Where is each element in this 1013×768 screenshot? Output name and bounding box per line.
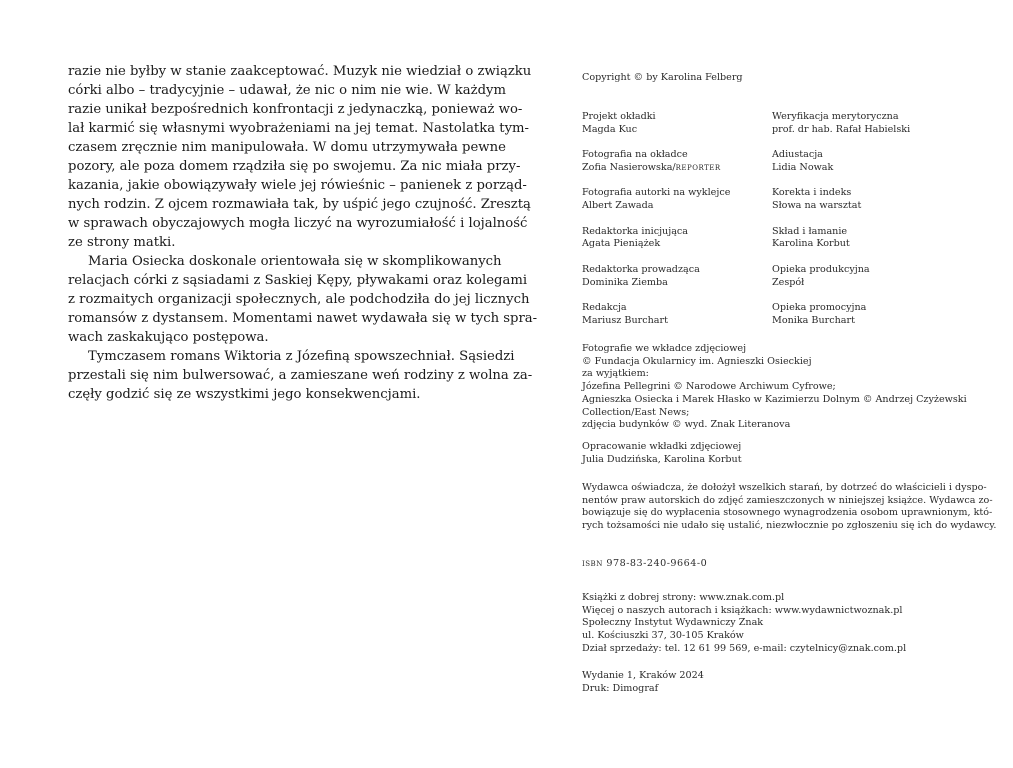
contact-line: Społeczny Instytut Wydawniczy Znak [582, 617, 764, 629]
body-text-line: razie nie byłby w stanie zaakceptować. Muzyk nie wiedział o związku [68, 64, 532, 79]
credit-name [582, 124, 656, 137]
body-text-line: ze strony matki. [68, 235, 176, 250]
credit-name-text: Mariusz Burchart [582, 314, 668, 326]
credit-name [772, 315, 866, 328]
credit-name [582, 200, 730, 213]
credit-role: Adiustacja [772, 149, 823, 161]
notice-line: Wydawca oświadcza, że dołożył wszelkich starań, by dotrzeć do właścicieli i dyspo- [582, 482, 987, 493]
body-text-line: przestali się nim bulwersować, a zamieszane weń rodziny z wolna za- [68, 368, 533, 383]
credit-role: Redaktorka inicjująca [582, 225, 689, 237]
contact-line: Dział sprzedaży: tel. 12 61 99 569, e-mail: czytelnicy@znak.com.pl [582, 642, 907, 654]
body-text-line: razie unikał bezpośrednich konfrontacji z jedynaczką, ponieważ wo- [68, 102, 523, 117]
credit-role: Korekta i indeks [772, 187, 852, 199]
credit-entry [772, 149, 833, 174]
body-text-line: lał karmić się własnymi wyobrażeniami na jej temat. Nastolatka tym- [68, 121, 529, 136]
credit-entry [582, 187, 730, 212]
publisher-contact [582, 592, 906, 656]
body-text-line: Tymczasem romans Wiktoria z Józefiną spowszechniał. Sąsiedzi [88, 349, 515, 364]
credit-entry [582, 264, 700, 289]
insert-design-line: Opracowanie wkładki zdjęciowej [582, 441, 742, 452]
credit-entry [582, 111, 656, 136]
isbn-number: isbn 978-83-240-9664-0 [582, 558, 708, 569]
credit-name [772, 162, 833, 175]
credit-agency: reporter [675, 161, 721, 173]
credit-name-text: Lidia Nowak [772, 161, 834, 173]
photo-credit-line: Fotografie we wkładce zdjęciowej [582, 343, 747, 354]
credit-role: Redaktorka prowadząca [582, 263, 700, 275]
photo-credits [582, 343, 967, 432]
credit-role: Fotografia autorki na wyklejce [582, 187, 731, 199]
copyright-line: Copyright © by Karolina Felberg [582, 72, 743, 83]
credit-role: Opieka promocyjna [772, 302, 867, 313]
body-text-line: w sprawach obyczajowych mogła liczyć na wyrozumiałość i lojalność [68, 216, 528, 231]
photo-credit-line: Agnieszka Osiecka i Marek Hłasko w Kazimierzu Dolnym © Andrzej Czyżewski [582, 393, 967, 405]
credit-name [772, 238, 850, 251]
credit-name-text: Monika Burchart [772, 314, 855, 326]
credit-role: Skład i łamanie [772, 225, 848, 237]
photo-credit-line: Józefina Pellegrini © Narodowe Archiwum Cyfrowe; [582, 381, 836, 393]
photo-credit-line: Collection/East News; [582, 406, 690, 418]
photo-credit-line: za wyjątkiem: [582, 368, 649, 380]
credit-entry [772, 226, 850, 251]
credit-role: Weryfikacja merytoryczna [772, 111, 899, 122]
credit-name [772, 124, 910, 137]
credit-name [582, 162, 721, 175]
edition-line: Wydanie 1, Kraków 2024 [582, 670, 704, 681]
credit-role: Opieka produkcyjna [772, 263, 870, 275]
insert-design-line: Julia Dudzińska, Karolina Korbut [582, 453, 742, 465]
insert-design [582, 441, 742, 466]
credit-entry [772, 111, 910, 136]
credit-name [582, 238, 688, 251]
publisher-notice [582, 482, 997, 533]
left-page-text [68, 62, 538, 404]
contact-line: Więcej o naszych autorach i książkach: www.wydawnictwoznak.pl [582, 604, 903, 616]
credit-entry [582, 226, 688, 251]
photo-credit-line: © Fundacja Okularnicy im. Agnieszki Osieckiej [582, 355, 812, 367]
body-text-line: czasem zręcznie nim manipulowała. W domu utrzymywała pewne [68, 140, 506, 155]
body-text-line: romansów z dystansem. Momentami nawet wydawała się w tych spra- [68, 311, 538, 326]
credit-role: Redakcja [582, 302, 627, 313]
edition-info [582, 670, 704, 695]
contact-line: Książki z dobrej strony: www.znak.com.pl [582, 592, 785, 603]
credit-name-text: Agata Pieniążek [582, 238, 661, 250]
credit-entry [772, 187, 861, 212]
credit-name-text: Zespół [772, 276, 805, 288]
credit-name [772, 200, 861, 213]
credit-name [582, 315, 668, 328]
credit-name-text: Dominika Ziemba [582, 276, 668, 288]
credit-name-text: prof. dr hab. Rafał Habielski [772, 123, 911, 135]
edition-line: Druk: Dimograf [582, 682, 659, 694]
credit-name-text: Słowa na warsztat [772, 200, 862, 212]
credit-role: Projekt okładki [582, 111, 656, 122]
notice-line: rych tożsamości nie udało się ustalić, niezwłocznie po zgłoszeniu się ich do wydawcy. [582, 520, 997, 532]
photo-credit-line: zdjęcia budynków © wyd. Znak Literanova [582, 419, 791, 431]
notice-line: nentów praw autorskich do zdjęć zamieszczonych w niniejszej książce. Wydawca zo- [582, 494, 993, 506]
credit-entry [582, 149, 721, 174]
body-text-line: relacjach córki z sąsiadami z Saskiej Kępy, pływakami oraz kolegami [68, 273, 528, 288]
body-text-line: córki albo – tradycyjnie – udawał, że nic o nim nie wie. W każdym [68, 83, 506, 98]
body-text-line: częły godzić się ze wszystkimi jego konsekwencjami. [68, 387, 421, 402]
body-text-line: pozory, ale poza domem rządziła się po swojemu. Za nic miała przy- [68, 159, 521, 174]
credit-role: Fotografia na okładce [582, 149, 688, 161]
credit-name-text: Karolina Korbut [772, 238, 850, 250]
credit-name-text: Zofia Nasierowska/ [582, 161, 676, 173]
credit-entry [772, 264, 870, 289]
credit-name-text: Magda Kuc [582, 123, 638, 135]
body-text-line: kazania, jakie obowiązywały wiele jej rówieśnic – panienek z porząd- [68, 178, 527, 193]
credit-name [772, 277, 870, 290]
credit-name [582, 277, 700, 290]
credit-name-text: Albert Zawada [582, 200, 654, 212]
body-text-line: wach zaskakująco postępowa. [68, 330, 269, 345]
contact-line: ul. Kościuszki 37, 30-105 Kraków [582, 630, 744, 642]
body-text-line: nych rodzin. Z ojcem rozmawiała tak, by uśpić jego czujność. Zresztą [68, 197, 531, 212]
body-text-line: Maria Osiecka doskonale orientowała się w skomplikowanych [88, 254, 502, 269]
credit-entry [582, 302, 668, 327]
body-text-line: z rozmaitych organizacji społecznych, ale podchodziła do jej licznych [68, 292, 530, 307]
notice-line: bowiązuje się do wypłacenia stosownego wynagrodzenia osobom uprawnionym, któ- [582, 507, 993, 519]
credit-entry [772, 302, 866, 327]
